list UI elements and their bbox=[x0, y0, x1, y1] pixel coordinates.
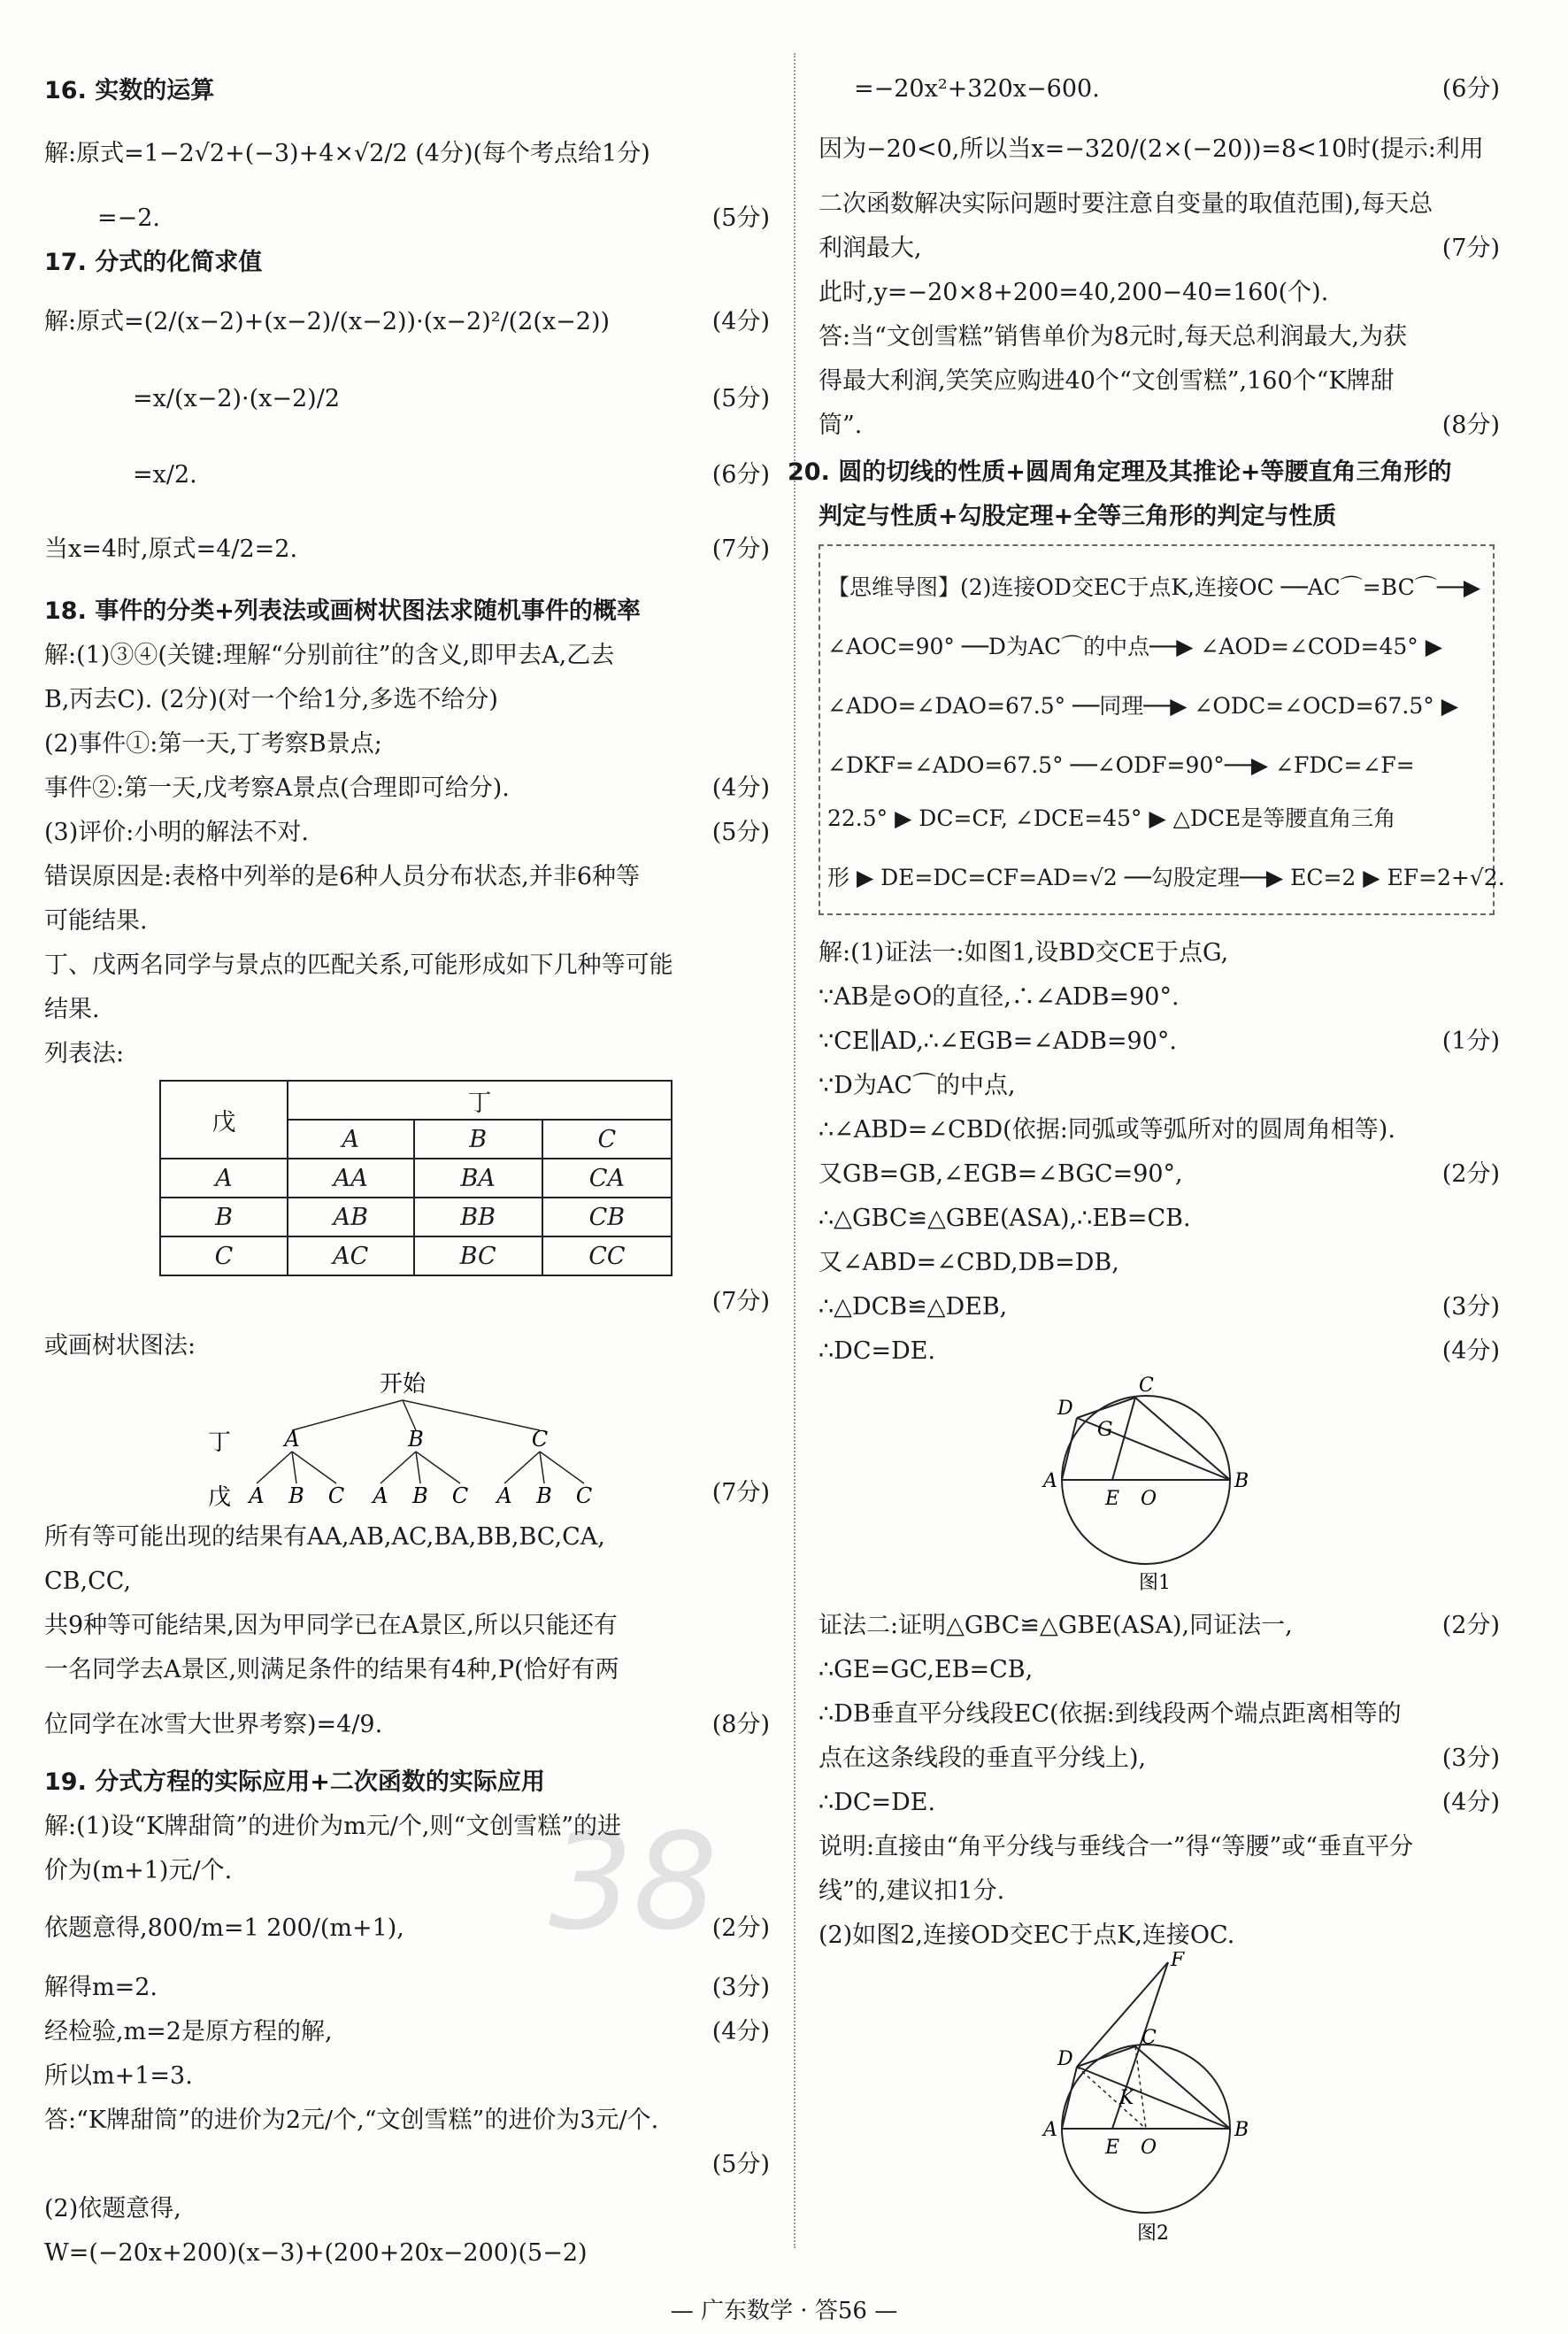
q18-line7: 可能结果. bbox=[44, 907, 148, 935]
proof-line8: 又∠ABD=∠CBD,DB=DB, bbox=[819, 1249, 1119, 1276]
score: (5分) bbox=[711, 204, 770, 232]
proof-line6: 又GB=GB,∠EGB=∠BGC=90°, bbox=[819, 1160, 1183, 1188]
table-cell: B bbox=[160, 1198, 288, 1236]
note-line2: 线”的,建议扣1分. bbox=[819, 1877, 1005, 1905]
tree-node: C bbox=[531, 1427, 549, 1452]
table-cell: CC bbox=[542, 1236, 672, 1275]
table-cell: CA bbox=[542, 1159, 672, 1198]
tree-leaf: C bbox=[327, 1483, 345, 1508]
q18-line5: (3)评价:小明的解法不对. bbox=[44, 819, 309, 846]
mind-map-line: 22.5° ▶ DC=CF, ∠DCE=45° ▶ △DCE是等腰直角三角 bbox=[827, 805, 1396, 831]
q19-line8: (2)依题意得, bbox=[44, 2195, 181, 2222]
fig1-label: O bbox=[1141, 1488, 1157, 1510]
tree-leaf: A bbox=[373, 1483, 388, 1508]
proof-line9: ∴△DCB≌△DEB, bbox=[819, 1293, 1008, 1321]
tree-leaf: C bbox=[575, 1483, 593, 1508]
q20-title-2: 判定与性质+勾股定理+全等三角形的判定与性质 bbox=[819, 503, 1337, 530]
q19-line9: W=(−20x+200)(x−3)+(200+20x−200)(5−2) bbox=[44, 2239, 588, 2267]
q18-line1: 解:(1)③④(关键:理解“分别前往”的含义,即甲去A,乙去 bbox=[44, 642, 615, 669]
score: (8分) bbox=[711, 1711, 770, 1738]
q18-line16: 位同学在冰雪大世界考察)=4/9. bbox=[44, 1711, 383, 1738]
proof-line2: ∵AB是⊙O的直径,∴∠ADB=90°. bbox=[819, 983, 1180, 1011]
score: (7分) bbox=[1441, 235, 1500, 262]
proof2-line2: ∴GE=GC,EB=CB, bbox=[819, 1656, 1034, 1683]
proof2-line5: ∴DC=DE. bbox=[819, 1789, 936, 1816]
fig2-label: E bbox=[1105, 2137, 1120, 2159]
q19-line7: 答:“K牌甜筒”的进价为2元/个,“文创雪糕”的进价为3元/个. bbox=[44, 2107, 659, 2134]
column-divider bbox=[794, 53, 796, 2248]
q18-line10: 列表法: bbox=[44, 1040, 125, 1067]
fig2-label: D bbox=[1057, 2048, 1073, 2070]
q17-line1: 解:原式=(2/(x−2)+(x−2)/(x−2))·(x−2)²/(2(x−2)) bbox=[44, 308, 611, 335]
score: (2分) bbox=[711, 1914, 770, 1942]
note-line1: 说明:直接由“角平分线与垂线合一”得“等腰”或“垂直平分 bbox=[819, 1833, 1414, 1860]
mind-map-line: 【思维导图】(2)连接OD交EC于点K,连接OC ──AC⌒=BC⌒──▶ bbox=[827, 574, 1481, 600]
fig1-caption: 图1 bbox=[1139, 1572, 1171, 1594]
table-cell: BA bbox=[414, 1159, 542, 1198]
fig2-label: K bbox=[1119, 2087, 1134, 2109]
r-line5: 此时,y=−20×8+200=40,200−40=160(个). bbox=[819, 279, 1329, 306]
score: (3分) bbox=[711, 1974, 770, 2001]
score: (6分) bbox=[711, 461, 770, 489]
score: (7分) bbox=[711, 1479, 770, 1506]
tree-level1-label: 丁 bbox=[208, 1429, 232, 1456]
fig1-label: E bbox=[1105, 1488, 1120, 1510]
fig2-label: O bbox=[1141, 2137, 1157, 2159]
score: (3分) bbox=[1441, 1745, 1500, 1772]
score: (3分) bbox=[1441, 1293, 1500, 1321]
tree-leaf: B bbox=[412, 1483, 428, 1508]
r-line4: 利润最大, bbox=[819, 235, 922, 262]
table-col-header: B bbox=[414, 1120, 542, 1159]
r-line8: 筒”. bbox=[819, 412, 863, 439]
table-corner: 戊 bbox=[160, 1081, 288, 1159]
mind-map-line: ∠ADO=∠DAO=67.5° ──同理──▶ ∠ODC=∠OCD=67.5° ▶ bbox=[827, 693, 1458, 719]
score: (4分) bbox=[711, 2018, 770, 2045]
fig2-label: A bbox=[1043, 2119, 1057, 2141]
fig1-label: A bbox=[1043, 1470, 1057, 1492]
table-col-header: A bbox=[288, 1120, 414, 1159]
r-line6: 答:当“文创雪糕”销售单价为8元时,每天总利润最大,为获 bbox=[819, 323, 1408, 350]
table-row bbox=[160, 1236, 672, 1275]
proof-line10: ∴DC=DE. bbox=[819, 1337, 936, 1365]
fig2-caption: 图2 bbox=[1137, 2222, 1169, 2245]
table-cell: BC bbox=[414, 1236, 542, 1275]
table-cell: A bbox=[160, 1159, 288, 1198]
q18-line9: 结果. bbox=[44, 996, 100, 1023]
table-row bbox=[160, 1159, 672, 1198]
tree-node: A bbox=[284, 1427, 300, 1452]
r-line7: 得最大利润,笑笑应购进40个“文创雪糕”,160个“K牌甜 bbox=[819, 367, 1395, 395]
table-cell: AC bbox=[288, 1236, 414, 1275]
score: (2分) bbox=[1441, 1612, 1500, 1639]
tree-leaf: A bbox=[249, 1483, 265, 1508]
proof-line5: ∴∠ABD=∠CBD(依据:同弧或等弧所对的圆周角相等). bbox=[819, 1116, 1395, 1144]
mind-map-box bbox=[819, 544, 1505, 915]
q19-line3: 依题意得,800/m=1 200/(m+1), bbox=[44, 1914, 404, 1942]
tree-leaf: B bbox=[536, 1483, 552, 1508]
score: (4分) bbox=[1441, 1337, 1500, 1365]
fig1-label: D bbox=[1057, 1398, 1073, 1420]
q19-line6: 所以m+1=3. bbox=[44, 2062, 193, 2090]
table-col-header: C bbox=[542, 1120, 672, 1159]
table-top-header: 丁 bbox=[288, 1081, 672, 1120]
mind-map-line: ∠DKF=∠ADO=67.5° ──∠ODF=90°──▶ ∠FDC=∠F= bbox=[827, 752, 1415, 778]
q18-line3: (2)事件①:第一天,丁考察B景点; bbox=[44, 730, 382, 758]
tree-leaf: B bbox=[288, 1483, 304, 1508]
tree-node: B bbox=[408, 1427, 424, 1452]
r-line3: 二次函数解决实际问题时要注意自变量的取值范围),每天总 bbox=[819, 190, 1433, 218]
q17-line2: =x/(x−2)·(x−2)/2 bbox=[133, 385, 340, 412]
mind-map-line: ∠AOC=90° ──D为AC⌒的中点──▶ ∠AOD=∠COD=45° ▶ bbox=[827, 634, 1442, 659]
table-cell: AB bbox=[288, 1198, 414, 1236]
tree-level2-label: 戊 bbox=[208, 1484, 232, 1511]
score: (8分) bbox=[1441, 412, 1500, 439]
proof-line4: ∵D为AC⌒的中点, bbox=[819, 1072, 1016, 1099]
q18-title: 18. 事件的分类+列表法或画树状图法求随机事件的概率 bbox=[44, 597, 641, 625]
proof2-line3: ∴DB垂直平分线段EC(依据:到线段两个端点距离相等的 bbox=[819, 1700, 1402, 1728]
q18-line2: B,丙去C). (2分)(对一个给1分,多选不给分) bbox=[44, 686, 498, 713]
fig1-label: G bbox=[1097, 1419, 1113, 1441]
table-row bbox=[160, 1198, 672, 1236]
q18-line11: 或画树状图法: bbox=[44, 1332, 196, 1360]
q17-line3: =x/2. bbox=[133, 461, 197, 489]
mind-map-line: 形 ▶ DE=DC=CF=AD=√2 ──勾股定理──▶ EC=2 ▶ EF=2+√2. bbox=[827, 865, 1505, 890]
q19-line5: 经检验,m=2是原方程的解, bbox=[44, 2018, 333, 2045]
tree-diagram bbox=[195, 1370, 690, 1521]
proof-line3: ∵CE∥AD,∴∠EGB=∠ADB=90°. bbox=[819, 1028, 1177, 1055]
score: (2分) bbox=[1441, 1160, 1500, 1188]
figure-2 bbox=[1022, 1952, 1279, 2253]
tree-start: 开始 bbox=[379, 1371, 427, 1398]
q16-line1: 解:原式=1−2√2+(−3)+4×√2/2 (4分)(每个考点给1分) bbox=[44, 140, 650, 167]
score: (4分) bbox=[1441, 1789, 1500, 1816]
outcome-table bbox=[159, 1080, 673, 1276]
q17-line4: 当x=4时,原式=4/2=2. bbox=[44, 535, 298, 563]
score: (5分) bbox=[711, 2151, 770, 2178]
score: (4分) bbox=[711, 308, 770, 335]
q17-title: 17. 分式的化简求值 bbox=[44, 249, 263, 276]
figure-1 bbox=[1031, 1372, 1261, 1611]
fig1-label: C bbox=[1139, 1375, 1154, 1397]
proof2-line4: 点在这条线段的垂直平分线上), bbox=[819, 1745, 1147, 1772]
table-cell: CB bbox=[542, 1198, 672, 1236]
score: (6分) bbox=[1441, 75, 1500, 103]
table-cell: BB bbox=[414, 1198, 542, 1236]
watermark: 38 bbox=[549, 1806, 718, 1960]
q19-line4: 解得m=2. bbox=[44, 1974, 158, 2001]
q18-line4: 事件②:第一天,戊考察A景点(合理即可给分). bbox=[44, 774, 510, 802]
proof-line1: 解:(1)证法一:如图1,设BD交CE于点G, bbox=[819, 939, 1229, 967]
q18-line14: 共9种等可能结果,因为甲同学已在A景区,所以只能还有 bbox=[44, 1612, 618, 1639]
q19-line1: 解:(1)设“K牌甜筒”的进价为m元/个,则“文创雪糕”的进 bbox=[44, 1813, 622, 1840]
score: (7分) bbox=[711, 1288, 770, 1315]
proof2-line1: 证法二:证明△GBC≌△GBE(ASA),同证法一, bbox=[819, 1612, 1293, 1639]
table-cell: C bbox=[160, 1236, 288, 1275]
q18-line12: 所有等可能出现的结果有AA,AB,AC,BA,BB,BC,CA, bbox=[44, 1523, 605, 1551]
part2-line: (2)如图2,连接OD交EC于点K,连接OC. bbox=[819, 1922, 1235, 1949]
fig2-label: F bbox=[1171, 1952, 1185, 1971]
score: (5分) bbox=[711, 385, 770, 412]
q16-title: 16. 实数的运算 bbox=[44, 77, 215, 104]
score: (1分) bbox=[1441, 1028, 1500, 1055]
page-footer: — 广东数学 · 答56 — bbox=[670, 2298, 898, 2324]
fig1-label: B bbox=[1234, 1470, 1249, 1492]
q18-line6: 错误原因是:表格中列举的是6种人员分布状态,并非6种等 bbox=[44, 863, 641, 890]
score: (5分) bbox=[711, 819, 770, 846]
tree-leaf: A bbox=[496, 1483, 512, 1508]
r-line2: 因为−20<0,所以当x=−320/(2×(−20))=8<10时(提示:利用 bbox=[819, 135, 1484, 163]
table-cell: AA bbox=[288, 1159, 414, 1198]
score: (7分) bbox=[711, 535, 770, 563]
q19-title: 19. 分式方程的实际应用+二次函数的实际应用 bbox=[44, 1768, 545, 1796]
fig2-label: C bbox=[1141, 2027, 1157, 2049]
tree-leaf: C bbox=[451, 1483, 469, 1508]
q20-title-1: 20. 圆的切线的性质+圆周角定理及其推论+等腰直角三角形的 bbox=[788, 458, 1452, 486]
q19-line2: 价为(m+1)元/个. bbox=[44, 1857, 233, 1884]
q18-line13: CB,CC, bbox=[44, 1568, 132, 1595]
proof-line7: ∴△GBC≌△GBE(ASA),∴EB=CB. bbox=[819, 1205, 1191, 1232]
q16-line2: =−2. bbox=[97, 204, 161, 232]
fig2-label: B bbox=[1234, 2119, 1249, 2141]
q18-line15: 一名同学去A景区,则满足条件的结果有4种,P(恰好有两 bbox=[44, 1656, 619, 1683]
q18-line8: 丁、戊两名同学与景点的匹配关系,可能形成如下几种等可能 bbox=[44, 951, 673, 979]
r-line1: =−20x²+320x−600. bbox=[854, 75, 1100, 103]
score: (4分) bbox=[711, 774, 770, 802]
